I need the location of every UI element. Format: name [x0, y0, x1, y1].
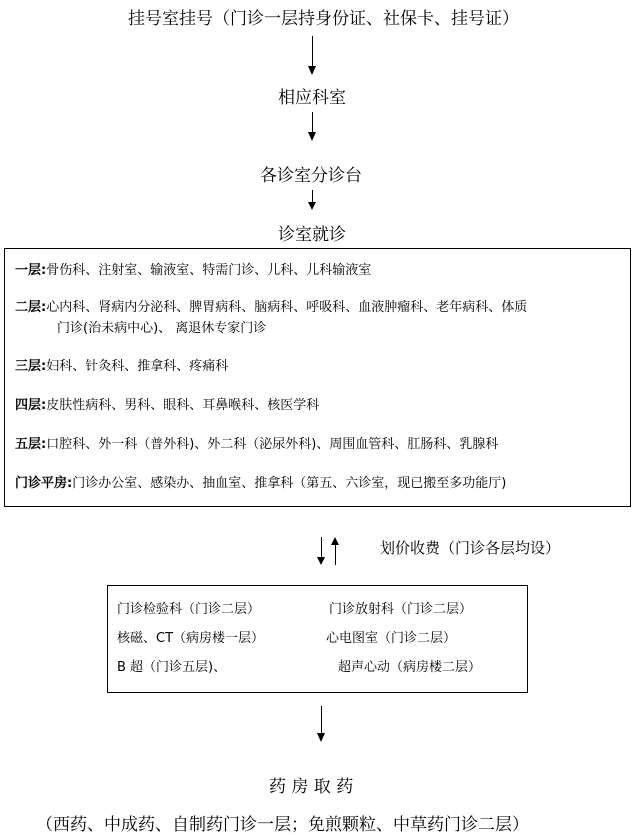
floor-2-continued: 门诊(治未病中心)、 离退休专家门诊: [57, 321, 267, 336]
exam-radiology: 门诊放射科（门诊二层）: [329, 602, 473, 617]
pharmacy-note: （西药、中成药、自制药门诊一层；免煎颗粒、中草药门诊二层）: [36, 815, 529, 835]
floor-text: 门诊办公室、感染办、抽血室、推拿科（第五、六诊室，现已搬至多功能厅): [72, 476, 507, 491]
floor-text: 心内科、肾病内分泌科、脾胃病科、脑病科、呼吸科、血液肿瘤科、老年病科、体质: [46, 300, 528, 315]
exam-mri-ct: 核磁、CT（病房楼一层）: [117, 631, 265, 646]
exams-box: [107, 585, 528, 693]
step-department: 相应科室: [278, 88, 346, 108]
step-triage: 各诊室分诊台: [260, 166, 362, 186]
floor-label: 二层:: [15, 300, 47, 315]
floor-label: 四层:: [15, 398, 47, 413]
floor-text: 骨伤科、注射室、输液室、特需门诊、儿科、儿科输液室: [46, 263, 372, 278]
floor-5: [15, 433, 498, 452]
floors-box: [4, 248, 631, 507]
exam-ecg: 心电图室（门诊二层）: [326, 631, 457, 646]
floor-3: [15, 355, 228, 374]
floor-1: [15, 259, 371, 278]
floor-4: [15, 394, 319, 413]
floor-label: 五层:: [15, 437, 47, 452]
floor-2: [15, 296, 527, 315]
pharmacy-title: 药 房 取 药: [269, 777, 354, 797]
floor-text: 皮肤性病科、男科、眼科、耳鼻喉科、核医学科: [46, 398, 320, 413]
floor-outpatient-bungalow: [15, 472, 506, 491]
floor-label: 门诊平房:: [15, 476, 73, 491]
billing-label: 划价收费（门诊各层均设）: [380, 539, 561, 557]
step-registration: 挂号室挂号（门诊一层持身份证、社保卡、挂号证）: [128, 9, 519, 29]
floor-label: 一层:: [15, 263, 47, 278]
floor-text: 妇科、针灸科、推拿科、疼痛科: [46, 359, 229, 374]
floor-label: 三层:: [15, 359, 47, 374]
exam-ultrasound: B 超（门诊五层)、: [117, 660, 227, 675]
exam-echocardiography: 超声心动（病房楼二层）: [338, 660, 482, 675]
exam-lab: 门诊检验科（门诊二层）: [117, 602, 261, 617]
step-consult: 诊室就诊: [278, 225, 346, 245]
floor-text: 口腔科、外一科（普外科)、外二科（泌尿外科)、周围血管科、肛肠科、乳腺科: [46, 437, 499, 452]
